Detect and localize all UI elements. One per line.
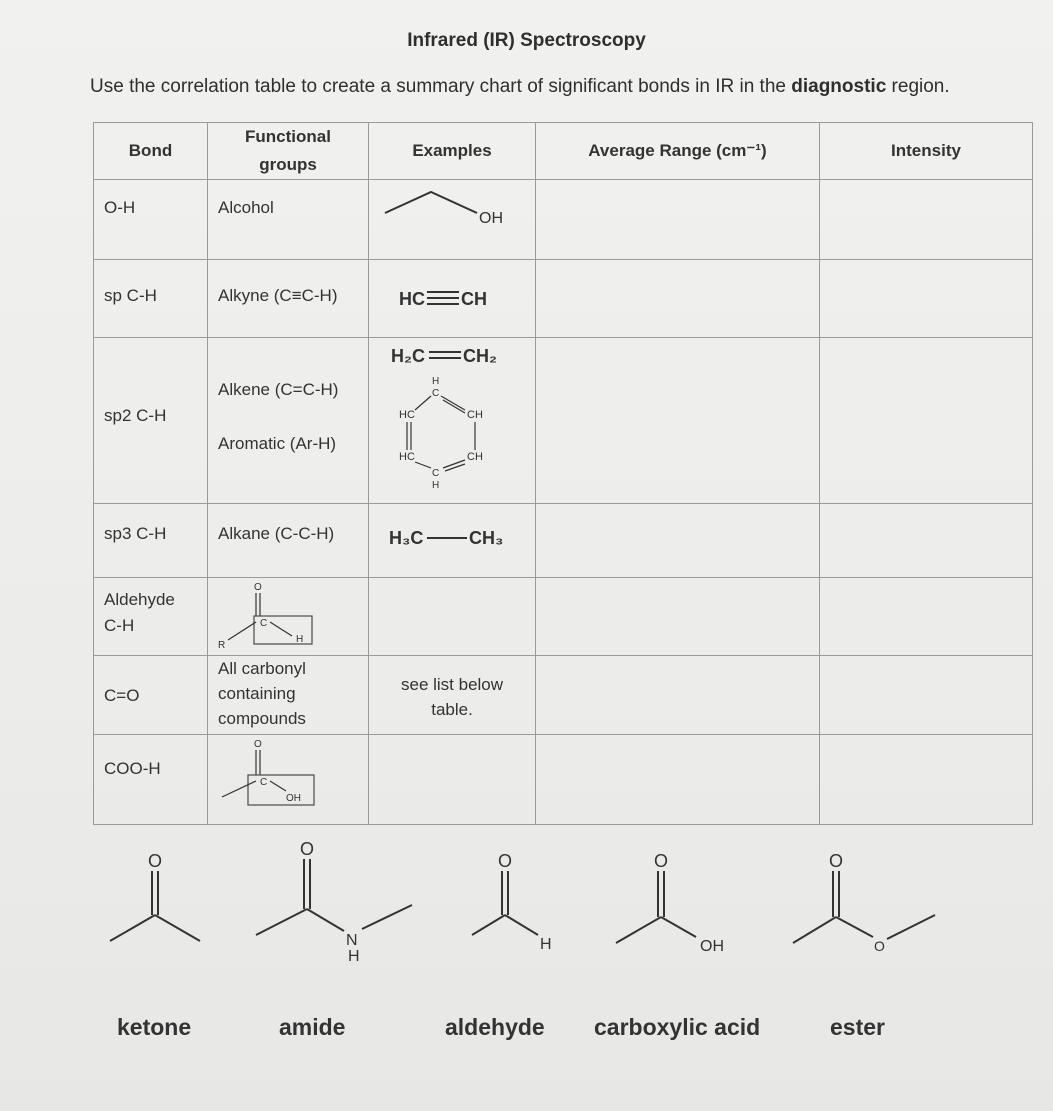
carboxyl-oh: OH (286, 793, 302, 804)
group-alcohol: Alcohol (218, 198, 274, 217)
example-cell (369, 180, 536, 260)
aldehyde-bottom-o: O (498, 851, 513, 871)
example-cell (369, 260, 536, 338)
group-alkyne: Alkyne (C≡C-H) (218, 286, 338, 305)
group-cell (208, 735, 369, 825)
ring-hc-upper: HC (399, 409, 415, 421)
table-row (94, 180, 1033, 260)
ester-o: O (829, 851, 844, 871)
label-ketone: ketone (117, 1014, 192, 1040)
bond-cell (94, 656, 208, 735)
bond-aldehyde-line1: Aldehyde (104, 590, 175, 609)
table-header-row (94, 123, 1033, 180)
intensity-input-cell[interactable] (819, 578, 1032, 656)
carboxylic-acid-structure (610, 845, 750, 965)
ethane-right: CH₃ (469, 528, 504, 548)
amide-n: N (346, 932, 358, 949)
header-intensity: Intensity (819, 123, 1032, 180)
carbonyl-example-note: see list below table. (400, 675, 504, 719)
group-aromatic: Aromatic (Ar-H) (218, 434, 337, 453)
ketone-structure (100, 845, 210, 955)
header-bond: Bond (94, 123, 208, 180)
acid-o: O (654, 851, 669, 871)
label-carboxylic-acid: carboxylic acid (594, 1014, 761, 1040)
average-range-input-cell[interactable] (536, 180, 820, 260)
group-cell (208, 504, 369, 578)
instructions-text: Use the correlation table to create a summary chart of significant bonds in IR in the (90, 76, 792, 97)
group-cell (208, 260, 369, 338)
aldehyde-r: R (218, 640, 226, 650)
bond-cell (94, 578, 208, 656)
group-cell (208, 656, 369, 735)
aldehyde-structure (468, 845, 588, 965)
instructions-emphasis: diagnostic (791, 76, 887, 97)
table-row (94, 260, 1033, 338)
average-range-input-cell[interactable] (536, 735, 820, 825)
group-alkene: Alkene (C=C-H) (218, 380, 339, 399)
bond-aldehyde-line2: C-H (104, 616, 135, 635)
label-aldehyde: aldehyde (445, 1014, 545, 1040)
bond-sp: sp C-H (104, 286, 157, 305)
instructions-end: region. (886, 76, 950, 97)
average-range-input-cell[interactable] (536, 338, 820, 504)
intensity-input-cell[interactable] (819, 656, 1032, 735)
header-examples: Examples (369, 123, 536, 180)
intensity-input-cell[interactable] (819, 180, 1032, 260)
alkene-aromatic-structures (369, 338, 535, 498)
ring-top-h: H (432, 376, 440, 387)
bond-cell (94, 260, 208, 338)
example-cell (369, 735, 536, 825)
ring-ch-upper: CH (467, 409, 483, 421)
ring-bottom-h: H (432, 480, 440, 491)
acid-oh: OH (700, 938, 724, 955)
bond-cell (94, 735, 208, 825)
bond-sp3: sp3 C-H (104, 524, 167, 543)
bond-cooh: COO-H (104, 759, 161, 778)
ring-ch-lower: CH (467, 451, 483, 463)
header-average-range: Average Range (cm⁻¹) (536, 123, 820, 180)
average-range-input-cell[interactable] (536, 578, 820, 656)
ester-structure (785, 845, 945, 965)
average-range-input-cell[interactable] (536, 504, 820, 578)
aldehyde-c: C (260, 618, 268, 629)
intensity-input-cell[interactable] (819, 338, 1032, 504)
acetylene-right: CH (461, 289, 488, 309)
amide-structure (250, 835, 420, 965)
aldehyde-bottom-h: H (540, 936, 552, 953)
correlation-table (93, 122, 1033, 825)
bond-co: C=O (104, 686, 140, 705)
ring-bottom-c: C (432, 468, 440, 479)
bond-cell (94, 338, 208, 504)
table-row (94, 656, 1033, 735)
example-cell (369, 578, 536, 656)
bond-sp2: sp2 C-H (104, 406, 167, 425)
carboxyl-c: C (260, 777, 268, 788)
bond-cell (94, 504, 208, 578)
table-row (94, 504, 1033, 578)
example-cell (369, 504, 536, 578)
aldehyde-h: H (296, 634, 304, 645)
header-functional-groups (208, 123, 369, 180)
group-cell (208, 180, 369, 260)
ring-top-c: C (432, 388, 440, 399)
ethanol-structure (369, 180, 535, 254)
page-title: Infrared (IR) Spectroscopy (407, 30, 646, 51)
ethane-structure (369, 504, 535, 572)
ethane-left: H₃C (389, 528, 424, 548)
group-alkane: Alkane (C-C-H) (218, 524, 335, 543)
group-cell (208, 338, 369, 504)
intensity-input-cell[interactable] (819, 735, 1032, 825)
example-cell (369, 656, 536, 735)
ethene-left: H₂C (391, 346, 426, 366)
label-amide: amide (279, 1014, 346, 1040)
table-row (94, 735, 1033, 825)
acetylene-left: HC (399, 289, 426, 309)
benzene-structure (399, 376, 483, 491)
header-functional-groups-label: Functional groups (245, 127, 331, 174)
group-carbonyl: All carbonyl containing compounds (218, 659, 306, 728)
example-cell (369, 338, 536, 504)
bond-oh: O-H (104, 198, 136, 217)
group-cell (208, 578, 369, 656)
intensity-input-cell[interactable] (819, 504, 1032, 578)
label-ester: ester (830, 1014, 885, 1040)
bond-cell (94, 180, 208, 260)
instructions (90, 76, 950, 98)
carboxyl-group-structure (208, 735, 368, 819)
acetylene-structure (369, 260, 535, 332)
carboxyl-o: O (254, 739, 262, 750)
ester-o2: O (874, 938, 885, 954)
intensity-input-cell[interactable] (819, 260, 1032, 338)
aldehyde-o: O (254, 582, 262, 593)
amide-h: H (348, 948, 360, 965)
ketone-o: O (148, 851, 163, 871)
table-row (94, 338, 1033, 504)
ring-hc-lower: HC (399, 451, 415, 463)
ethanol-oh-label: OH (479, 210, 504, 227)
aldehyde-group-structure (208, 578, 368, 650)
ethene-right: CH₂ (463, 346, 498, 366)
amide-o: O (300, 839, 315, 859)
average-range-input-cell[interactable] (536, 260, 820, 338)
average-range-input-cell[interactable] (536, 656, 820, 735)
table-row (94, 578, 1033, 656)
